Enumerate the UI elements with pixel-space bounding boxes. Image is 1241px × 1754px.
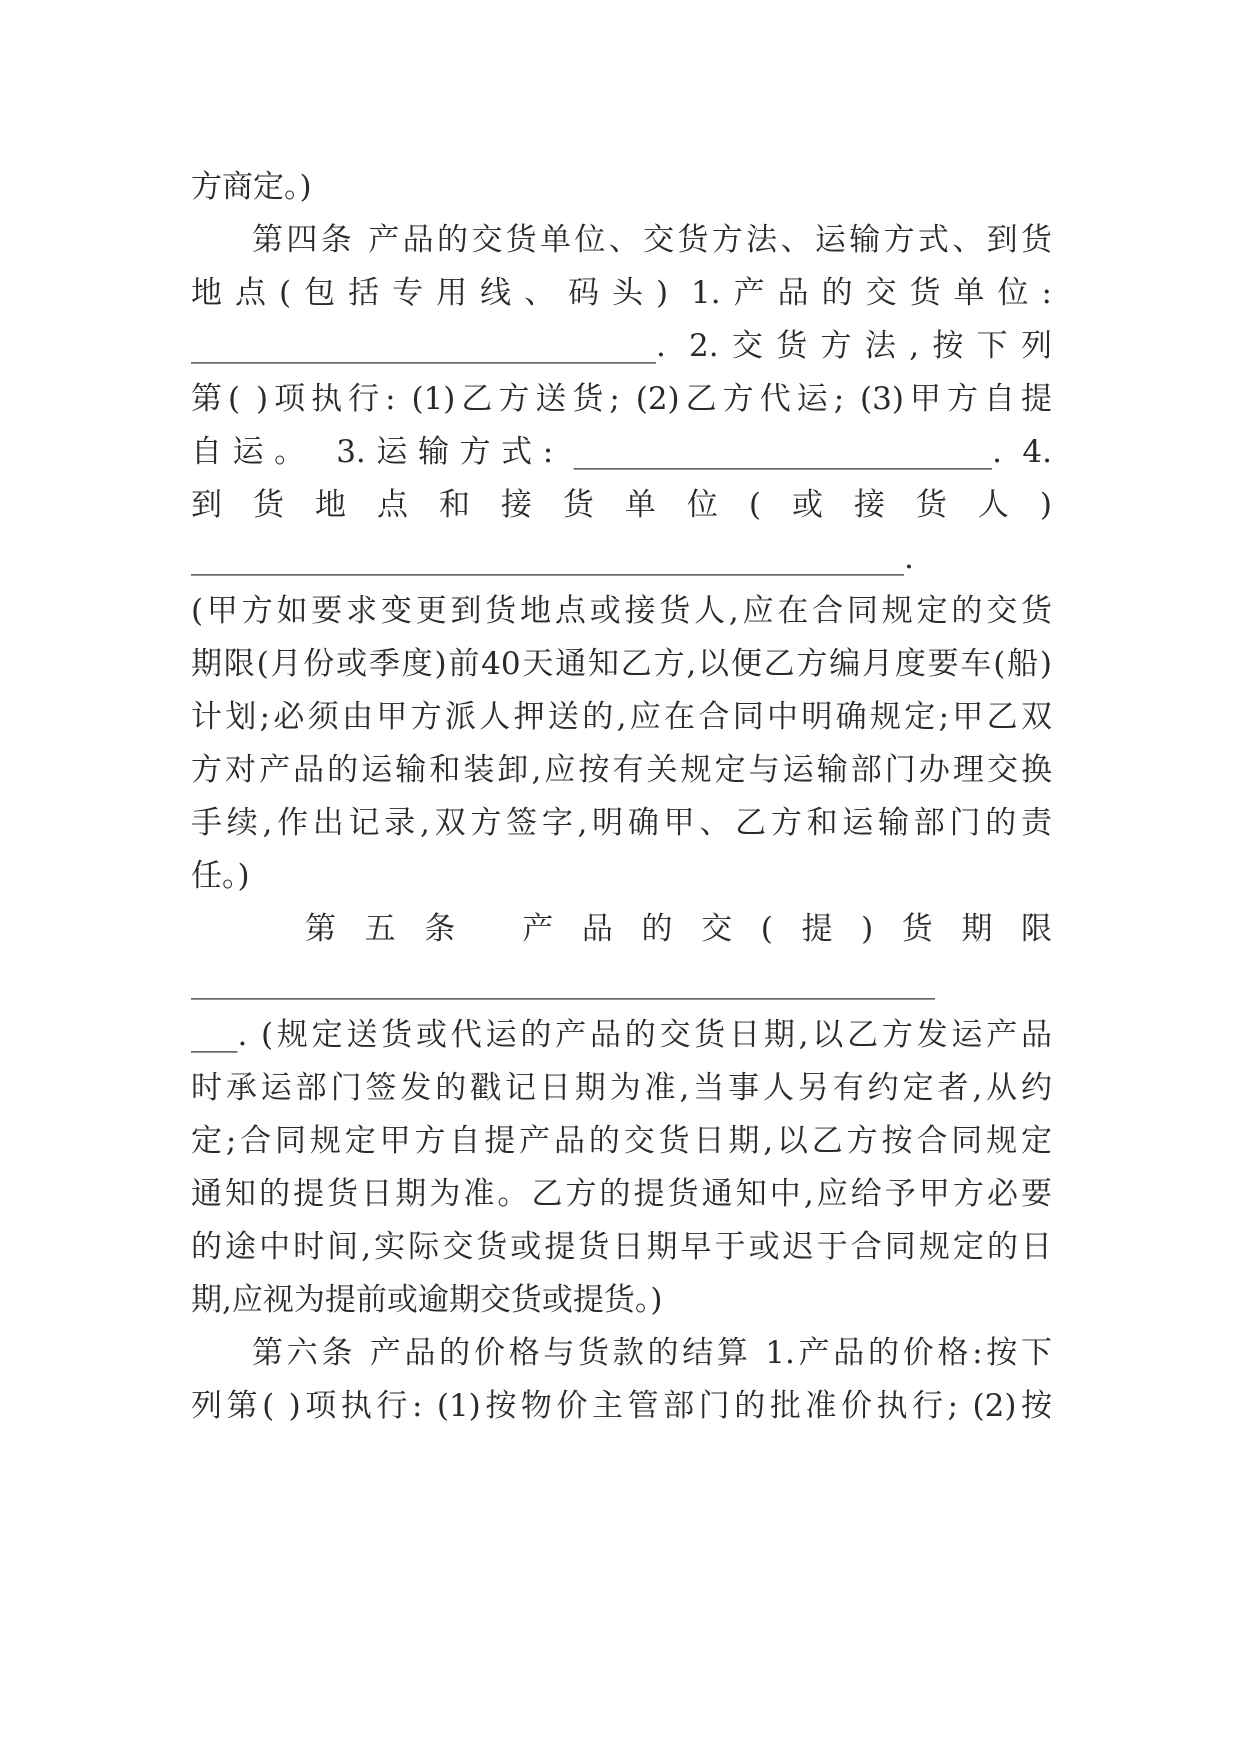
text-line: 任。) bbox=[191, 858, 250, 894]
text-line: 手续,作出记录,双方签字,明确甲、乙方和运输部门的责 bbox=[191, 805, 1052, 841]
text-line: 第( )项执行: (1)乙方送货; (2)乙方代运; (3)甲方自提 bbox=[191, 381, 1052, 417]
text-line: 第四条 产品的交货单位、交货方法、运输方式、到货 bbox=[252, 222, 1052, 258]
text-line: 通知的提货日期为准。乙方的提货通知中,应给予甲方必要 bbox=[191, 1176, 1052, 1212]
text-line: 期限(月份或季度)前40天通知乙方,以便乙方编月度要车(船) bbox=[191, 646, 1052, 682]
text-line: (甲方如要求变更到货地点或接货人,应在合同规定的交货 bbox=[191, 593, 1052, 629]
text-line: 计划;必须由甲方派人押送的,应在合同中明确规定;甲乙双 bbox=[191, 699, 1052, 735]
text-line: 方商定。) bbox=[191, 169, 312, 205]
text-line: 自运。 3.运输方式: ___________________________. 4. bbox=[191, 434, 1052, 470]
text-line: 时承运部门签发的戳记日期为准,当事人另有约定者,从约 bbox=[191, 1070, 1052, 1106]
text-line: 定;合同规定甲方自提产品的交货日期,以乙方按合同规定 bbox=[191, 1123, 1052, 1159]
text-line: 第六条 产品的价格与货款的结算 1.产品的价格:按下 bbox=[252, 1335, 1052, 1371]
text-line: 地点(包括专用线、码头) 1.产品的交货单位: bbox=[191, 275, 1052, 311]
text-line: 列第( )项执行: (1)按物价主管部门的批准价执行; (2)按 bbox=[191, 1388, 1052, 1424]
text-line: 期,应视为提前或逾期交货或提货。) bbox=[191, 1282, 663, 1318]
text-line: ________________________________________________ bbox=[191, 964, 935, 1000]
text-line: ______________________________________________. bbox=[191, 540, 914, 576]
text-line: ______________________________. 2.交货方法,按下列 bbox=[191, 328, 1052, 364]
text-line: ___. (规定送货或代运的产品的交货日期,以乙方发运产品 bbox=[191, 1017, 1052, 1053]
text-line: 到货地点和接货单位(或接货人) bbox=[191, 487, 1052, 523]
section-heading: 第五条 产品的交(提)货期限 bbox=[305, 911, 1052, 947]
text-line: 的途中时间,实际交货或提货日期早于或迟于合同规定的日 bbox=[191, 1229, 1052, 1265]
text-line: 方对产品的运输和装卸,应按有关规定与运输部门办理交换 bbox=[191, 752, 1052, 788]
